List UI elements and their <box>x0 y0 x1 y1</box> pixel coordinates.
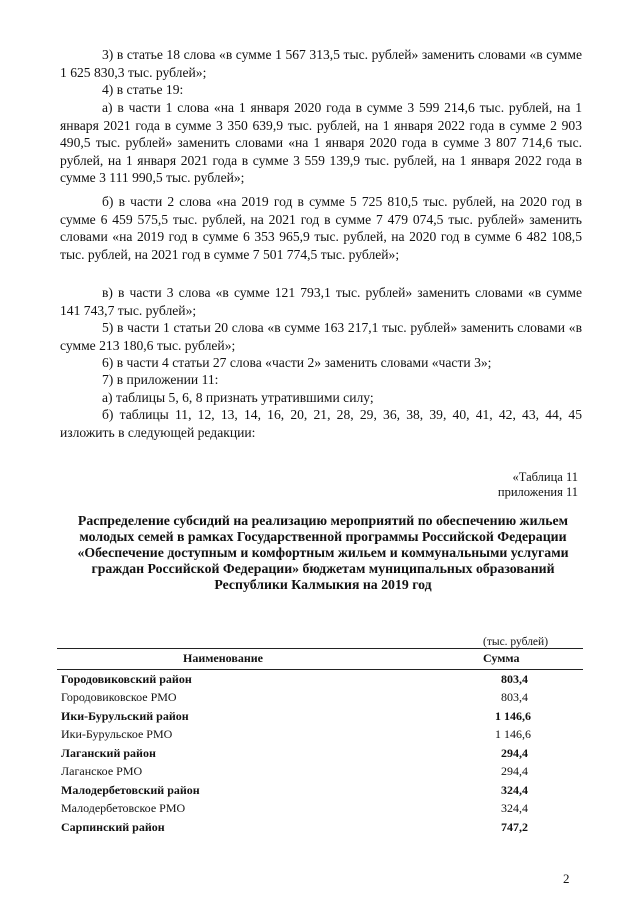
units-label: (тыс. рублей) <box>483 636 549 648</box>
subsidy-table <box>57 648 583 837</box>
row-sum: 1 146,6 <box>495 708 531 723</box>
row-name: Ики-Бурульское РМО <box>61 727 173 742</box>
paragraph-appendix-a: а) таблицы 5, 6, 8 признать утратившими силу; <box>102 390 374 405</box>
row-name: Лаганский район <box>61 745 156 760</box>
table-row <box>57 800 583 819</box>
row-sum: 1 146,6 <box>495 727 531 742</box>
paragraph-19-part-3: в) в части 3 слова «в сумме 121 793,1 тыс. рублей» заменить словами «в сумме 141 743,7 тыс. рублей»; <box>60 285 582 318</box>
paragraph-article-19: 4) в статье 19: <box>102 82 184 97</box>
table-row <box>57 707 583 726</box>
table-reference <box>498 470 578 500</box>
table-reference-line-2: приложения 11 <box>497 485 578 499</box>
row-name: Лаганское РМО <box>61 764 143 779</box>
paragraph-19-part-1: а) в части 1 слова «на 1 января 2020 года в сумме 3 599 214,6 тыс. рублей, на 1 января 2021 года в сумме 3 350 639,9 тыс. рублей, на 1 января 2022 года в сумме 2 903 490,5 тыс. рублей» заменить словами «на 1 января 2020 года в сумме 3 807 714,6 тыс. рублей, на 1 января 2021 года в сумме 3 559 139,9 тыс. рублей, на 1 января 2022 года в сумме 3 111 990,5 тыс. рублей»; <box>60 100 582 185</box>
page-number: 2 <box>563 871 570 886</box>
row-name: Сарпинский район <box>61 819 165 834</box>
header-sum: Сумма <box>479 649 583 670</box>
paragraph-appendix-11: 7) в приложении 11: <box>102 372 219 387</box>
row-sum: 324,4 <box>501 801 528 816</box>
header-name: Наименование <box>57 649 479 670</box>
table-row <box>57 726 583 745</box>
row-sum: 803,4 <box>501 690 528 705</box>
row-name: Малодербетовский район <box>61 782 200 797</box>
paragraph-article-27: 6) в части 4 статьи 27 слова «части 2» заменить словами «части 3»; <box>102 355 492 370</box>
row-sum: 324,4 <box>501 782 528 797</box>
paragraph-appendix-b: б) таблицы 11, 12, 13, 14, 16, 20, 21, 28, 29, 36, 38, 39, 40, 41, 42, 43, 44, 45 изложить в следующей редакции: <box>60 407 582 440</box>
table-header-row <box>57 649 583 670</box>
paragraph-19-part-2: б) в части 2 слова «на 2019 год в сумме 5 725 810,5 тыс. рублей, на 2020 год в сумме 6 459 575,5 тыс. рублей, на 2021 год в сумме 7 479 074,5 тыс. рублей» заменить словами «на 2019 год в сумме 6 353 965,9 тыс. рублей, на 2020 год в сумме 6 482 108,5 тыс. рублей, на 2021 год в сумме 7 501 774,5 тыс. рублей»; <box>60 194 582 262</box>
table-title: Распределение субсидий на реализацию мероприятий по обеспечению жильем молодых семей в рамках Государственной программы Российской Федерации «Обеспечение доступным и комфортным жильем и коммунальными услугами граждан Российской Федерации» бюджетам муниципальных образований Республики Калмыкия на 2019 год <box>77 513 569 592</box>
table-row <box>57 670 583 689</box>
table-row <box>57 744 583 763</box>
row-name: Городовиковский район <box>61 671 192 686</box>
row-sum: 294,4 <box>501 745 528 760</box>
row-name: Ики-Бурульский район <box>61 708 189 723</box>
row-name: Малодербетовское РМО <box>61 801 186 816</box>
row-sum: 294,4 <box>501 764 528 779</box>
table-row <box>57 689 583 708</box>
row-sum: 747,2 <box>501 819 528 834</box>
paragraph-article-18: 3) в статье 18 слова «в сумме 1 567 313,5 тыс. рублей» заменить словами «в сумме 1 625 830,3 тыс. рублей»; <box>60 47 582 80</box>
table-row <box>57 818 583 837</box>
table-row <box>57 763 583 782</box>
table-row <box>57 781 583 800</box>
paragraph-article-20: 5) в части 1 статьи 20 слова «в сумме 163 217,1 тыс. рублей» заменить словами «в сумме 213 180,6 тыс. рублей»; <box>60 320 582 353</box>
row-sum: 803,4 <box>501 671 528 686</box>
row-name: Городовиковское РМО <box>61 690 177 705</box>
table-reference-line-1: «Таблица 11 <box>512 470 578 484</box>
